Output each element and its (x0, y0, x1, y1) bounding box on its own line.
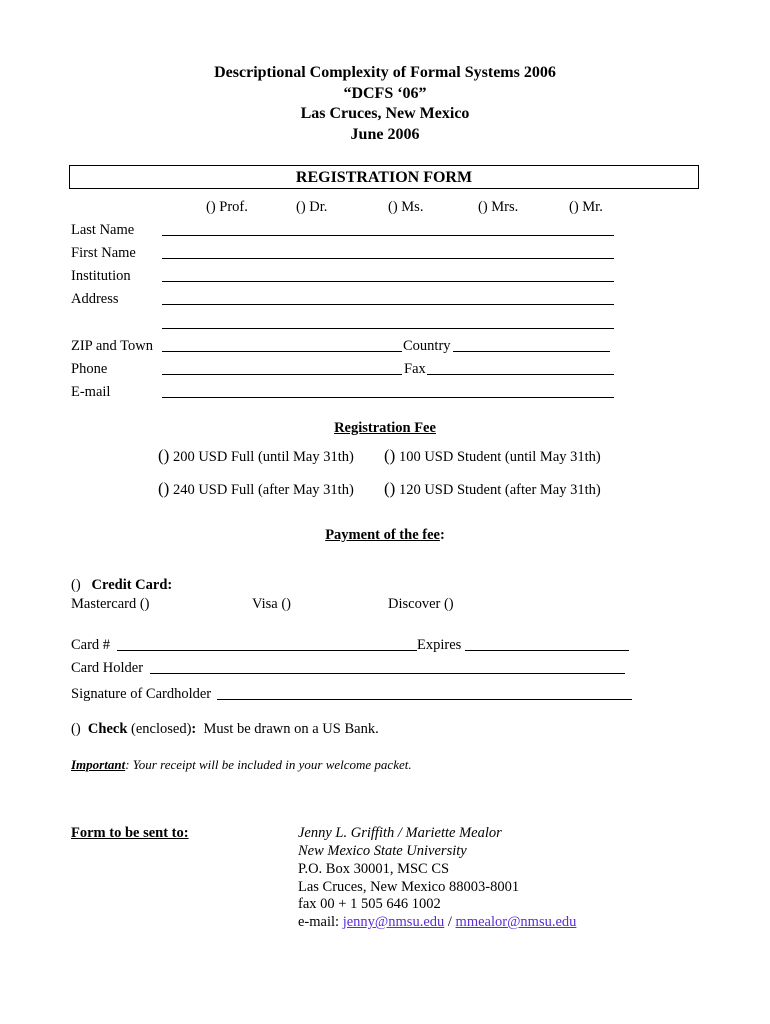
fee-option-student-late[interactable] (384, 479, 601, 499)
important-text: : Your receipt will be included in your welcome packet. (125, 757, 412, 772)
email-label: E-mail (71, 384, 111, 400)
fee-option-label: 100 USD Student (until May 31th) (395, 449, 601, 465)
conference-location: Las Cruces, New Mexico (300, 105, 470, 122)
send-to-label: Form to be sent to: (71, 825, 189, 841)
fee-option-student-early[interactable] (384, 446, 601, 466)
first-name-label: First Name (71, 245, 136, 261)
registration-form-header (69, 165, 699, 189)
fee-option-full-early[interactable] (158, 446, 354, 466)
address-label: Address (71, 291, 119, 307)
email-link-jenny[interactable]: jenny@nmsu.edu (342, 914, 445, 930)
expires-label: Expires (417, 637, 462, 653)
country-field[interactable] (453, 351, 610, 352)
fax-label: Fax (404, 361, 426, 377)
conference-acronym: “DCFS ‘06” (343, 85, 427, 102)
first-name-field[interactable] (162, 258, 614, 259)
registration-fee-heading: Registration Fee (334, 420, 436, 436)
send-to-box: P.O. Box 30001, MSC CS (298, 861, 450, 877)
radio-mark: () (384, 479, 396, 498)
radio-mark: () (71, 577, 81, 593)
send-to-email (298, 914, 576, 931)
title-option-mr[interactable]: () Mr. (569, 199, 603, 215)
card-option-mastercard[interactable]: Mastercard () (71, 596, 150, 612)
fee-option-label: 200 USD Full (until May 31th) (169, 449, 354, 465)
payment-heading (0, 527, 770, 544)
title-option-mrs[interactable]: () Mrs. (478, 199, 519, 215)
radio-mark: () (158, 479, 170, 498)
payment-heading-colon: : (439, 527, 445, 543)
email-prefix: e-mail: (298, 914, 343, 930)
radio-mark: () (384, 446, 396, 465)
send-to-fax: fax 00 + 1 505 646 1002 (298, 896, 441, 912)
check-option[interactable] (71, 721, 379, 738)
expires-field[interactable] (465, 650, 629, 651)
conference-title: Descriptional Complexity of Formal Systems 2006 (214, 64, 556, 81)
address-field-line1[interactable] (162, 304, 614, 305)
fee-option-label: 240 USD Full (after May 31th) (169, 482, 354, 498)
fee-option-label: 120 USD Student (after May 31th) (395, 482, 601, 498)
important-label: Important (71, 757, 126, 772)
title-option-dr[interactable]: () Dr. (296, 199, 328, 215)
email-link-mmealor[interactable]: mmealor@nmsu.edu (455, 914, 577, 930)
phone-label: Phone (71, 361, 108, 377)
address-field-line2[interactable] (162, 328, 614, 329)
radio-mark: () (71, 721, 81, 737)
institution-label: Institution (71, 268, 131, 284)
title-option-ms[interactable]: () Ms. (388, 199, 424, 215)
last-name-label: Last Name (71, 222, 135, 238)
check-note: Must be drawn on a US Bank. (203, 721, 379, 737)
email-field[interactable] (162, 397, 614, 398)
title-option-prof[interactable]: () Prof. (206, 199, 248, 215)
send-to-city: Las Cruces, New Mexico 88003-8001 (298, 879, 520, 895)
check-label: Check (87, 721, 128, 737)
signature-label: Signature of Cardholder (71, 686, 212, 702)
fax-field[interactable] (427, 374, 614, 375)
send-to-name: Jenny L. Griffith / Mariette Mealor (298, 825, 502, 841)
registration-form-title: REGISTRATION FORM (295, 169, 473, 186)
card-holder-label: Card Holder (71, 660, 144, 676)
zip-town-field[interactable] (162, 351, 402, 352)
important-note (71, 757, 412, 773)
credit-card-label: Credit Card: (91, 577, 173, 593)
card-option-visa[interactable]: Visa () (252, 596, 291, 612)
payment-heading-text: Payment of the fee (325, 527, 440, 543)
check-enclosed: (enclosed) (131, 721, 192, 737)
card-holder-field[interactable] (150, 673, 625, 674)
institution-field[interactable] (162, 281, 614, 282)
country-label: Country (403, 338, 451, 354)
conference-date: June 2006 (350, 126, 420, 143)
fee-option-full-late[interactable] (158, 479, 354, 499)
last-name-field[interactable] (162, 235, 614, 236)
send-to-university: New Mexico State University (298, 843, 467, 859)
phone-field[interactable] (162, 374, 402, 375)
signature-field[interactable] (217, 699, 632, 700)
credit-card-option[interactable] (71, 577, 172, 594)
check-colon: : (191, 721, 197, 737)
card-number-label: Card # (71, 637, 111, 653)
radio-mark: () (158, 446, 170, 465)
email-separator: / (444, 914, 456, 930)
zip-town-label: ZIP and Town (71, 338, 153, 354)
card-number-field[interactable] (117, 650, 417, 651)
card-option-discover[interactable]: Discover () (388, 596, 454, 612)
